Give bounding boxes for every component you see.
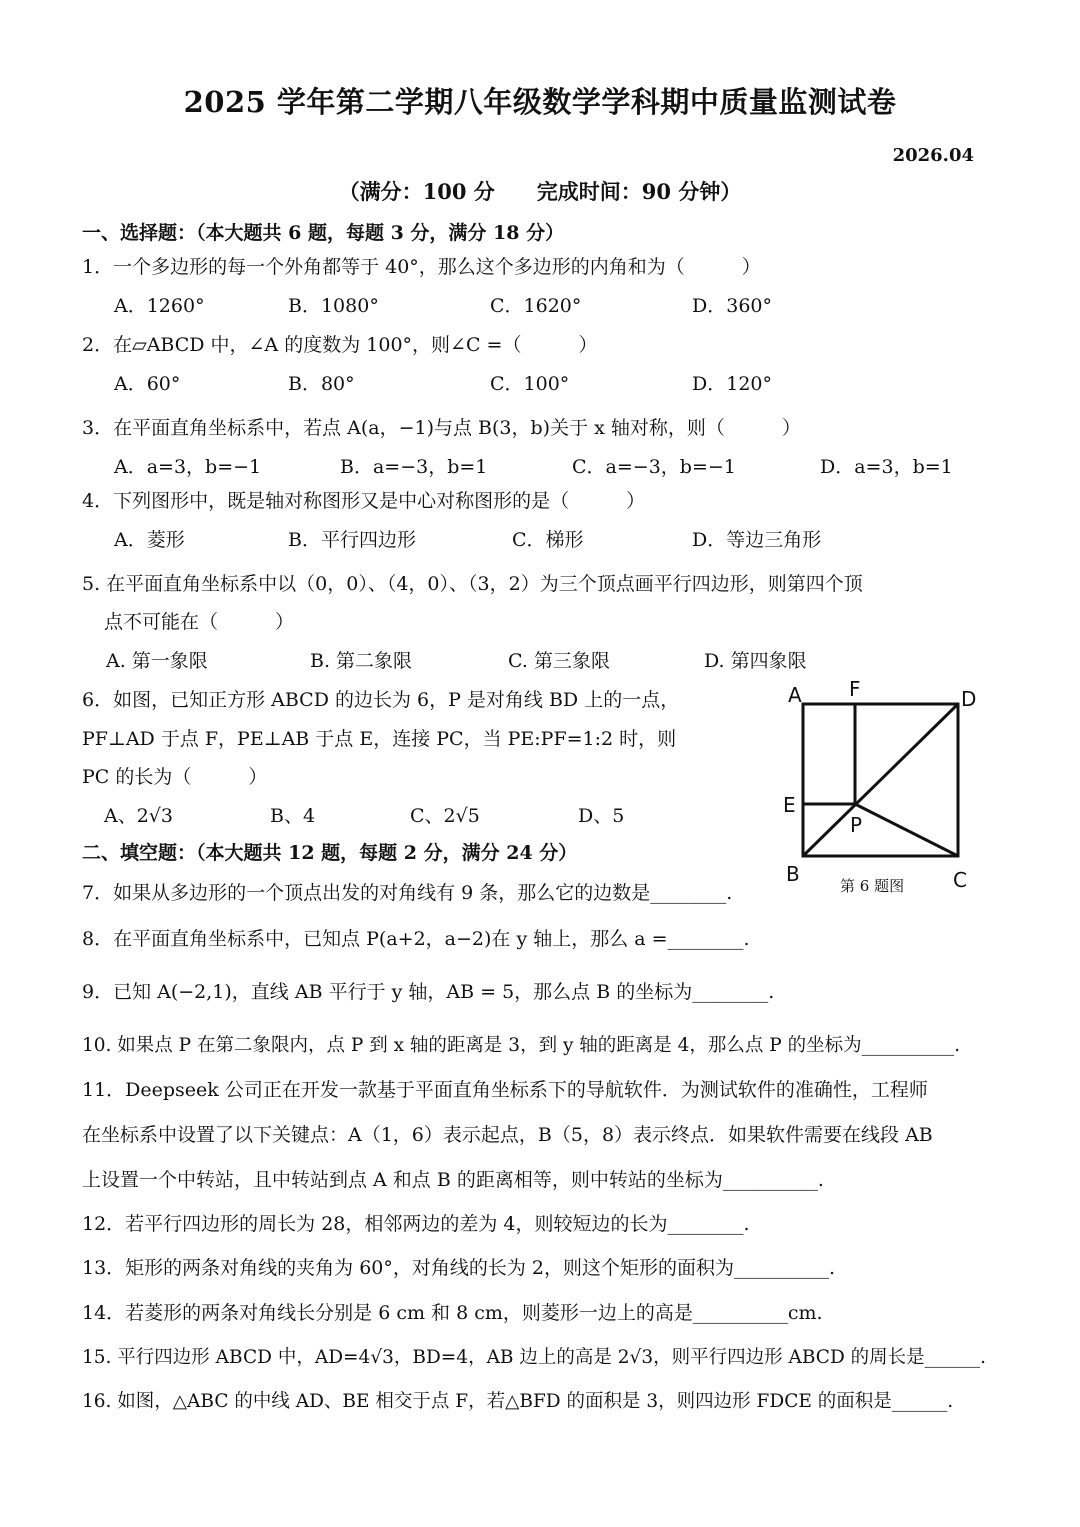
question-5-stem-line2: 点不可能在（ ）	[104, 611, 295, 633]
question-11-line2: 在坐标系中设置了以下关键点：A（1，6）表示起点，B（5，8）表示终点．如果软件需要在线段 AB	[82, 1124, 933, 1146]
question-11-line3: 上设置一个中转站，且中转站到点 A 和点 B 的距离相等，则中转站的坐标为__________.	[82, 1169, 824, 1191]
question-3-option-d: D．a=3，b=1	[820, 456, 953, 478]
question-6-option-a: A、2√3	[104, 805, 174, 827]
exam-date: 2026.04	[892, 145, 974, 166]
question-4-option-d: D．等边三角形	[692, 529, 822, 551]
question-1-stem: 1．一个多边形的每一个外角都等于 40°，那么这个多边形的内角和为（ ）	[82, 256, 761, 278]
question-1-option-c: C．1620°	[490, 295, 582, 317]
question-6-line3: PC 的长为（ ）	[82, 766, 268, 788]
question-5-option-b: B. 第二象限	[310, 650, 413, 672]
question-6-figure	[770, 672, 990, 902]
diagonal-bd	[803, 704, 958, 856]
question-5-stem-line1: 5. 在平面直角坐标系中以（0，0）、（4，0）、（3，2）为三个顶点画平行四边形，则第四个顶	[82, 573, 863, 595]
label-d: D	[961, 687, 977, 711]
question-6-line1: 6．如图，已知正方形 ABCD 的边长为 6，P 是对角线 BD 上的一点，	[82, 689, 680, 711]
question-13: 13．矩形的两条对角线的夹角为 60°，对角线的长为 2，则这个矩形的面积为__________.	[82, 1257, 836, 1279]
question-4-option-c: C．梯形	[512, 529, 584, 551]
question-12: 12．若平行四边形的周长为 28，相邻两边的差为 4，则较短边的长为________.	[82, 1213, 750, 1235]
question-2-option-a: A．60°	[114, 373, 181, 395]
label-e: E	[783, 793, 796, 817]
question-3-option-b: B．a=−3，b=1	[340, 456, 488, 478]
question-14: 14．若菱形的两条对角线长分别是 6 cm 和 8 cm，则菱形一边上的高是__________cm.	[82, 1302, 823, 1324]
question-10: 10. 如果点 P 在第二象限内，点 P 到 x 轴的距离是 3，到 y 轴的距离是 4，那么点 P 的坐标为__________.	[82, 1035, 961, 1056]
question-5-option-a: A. 第一象限	[106, 650, 208, 672]
label-b: B	[786, 862, 800, 886]
question-6-line2: PF⊥AD 于点 F，PE⊥AB 于点 E，连接 PC，当 PE:PF=1:2 时，则	[82, 728, 677, 750]
question-1-option-d: D．360°	[692, 295, 772, 317]
exam-subtitle: （满分：100 分 完成时间：90 分钟）	[338, 179, 742, 204]
label-f: F	[849, 677, 861, 701]
question-6-option-c: C、2√5	[410, 805, 480, 827]
question-1-option-a: A．1260°	[114, 295, 205, 317]
question-4-stem: 4．下列图形中，既是轴对称图形又是中心对称图形的是（ ）	[82, 490, 646, 512]
question-2-option-b: B．80°	[288, 373, 355, 395]
question-16: 16. 如图，△ABC 的中线 AD、BE 相交于点 F，若△BFD 的面积是 3，则四边形 FDCE 的面积是______.	[82, 1391, 954, 1412]
figure-caption: 第 6 题图	[840, 877, 905, 895]
label-p: P	[850, 813, 863, 837]
question-4-option-a: A．菱形	[114, 529, 185, 551]
question-3-stem: 3．在平面直角坐标系中，若点 A(a，−1)与点 B(3，b)关于 x 轴对称，则（ ）	[82, 417, 801, 439]
question-2-stem: 2．在▱ABCD 中，∠A 的度数为 100°，则∠C =（ ）	[82, 334, 598, 356]
question-2-option-c: C．100°	[490, 373, 570, 395]
question-15: 15. 平行四边形 ABCD 中，AD=4√3，BD=4，AB 边上的高是 2√3，则平行四边形 ABCD 的周长是______.	[82, 1347, 987, 1368]
segment-pc	[855, 804, 958, 856]
section-heading-fill: 二、填空题：（本大题共 12 题，每题 2 分，满分 24 分）	[82, 842, 578, 864]
question-6-option-d: D、5	[578, 805, 625, 827]
question-4-option-b: B．平行四边形	[288, 529, 416, 551]
question-9: 9．已知 A(−2,1)，直线 AB 平行于 y 轴，AB = 5，那么点 B 的坐标为________.	[82, 981, 775, 1003]
question-11-line1: 11．Deepseek 公司正在开发一款基于平面直角坐标系下的导航软件．为测试软件的准确性，工程师	[82, 1079, 928, 1101]
question-1-option-b: B．1080°	[288, 295, 379, 317]
question-3-option-c: C．a=−3，b=−1	[572, 456, 736, 478]
question-6-option-b: B、4	[270, 805, 316, 827]
question-8: 8．在平面直角坐标系中，已知点 P(a+2，a−2)在 y 轴上，那么 a =________.	[82, 928, 750, 950]
question-2-option-d: D．120°	[692, 373, 772, 395]
question-5-option-d: D. 第四象限	[704, 650, 807, 672]
question-7: 7．如果从多边形的一个顶点出发的对角线有 9 条，那么它的边数是________.	[82, 882, 733, 904]
section-heading-choice: 一、选择题：（本大题共 6 题，每题 3 分，满分 18 分）	[82, 222, 565, 244]
page-title: 2025 学年第二学期八年级数学学科期中质量监测试卷	[183, 85, 897, 119]
question-5-option-c: C. 第三象限	[508, 650, 610, 672]
question-3-option-a: A．a=3，b=−1	[114, 456, 262, 478]
label-a: A	[788, 683, 802, 707]
label-c: C	[953, 868, 967, 892]
